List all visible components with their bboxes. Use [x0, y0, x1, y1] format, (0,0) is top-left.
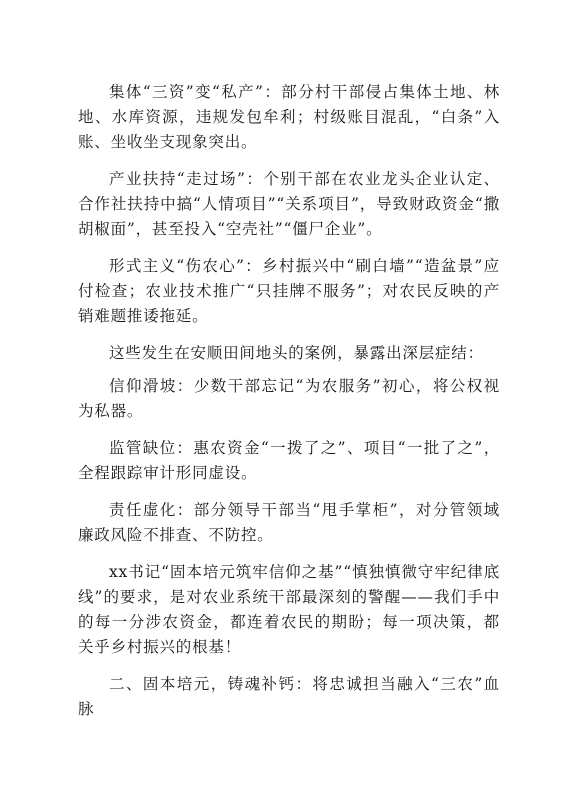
- section-heading-two: 二、固本培元，铸魂补钙：将忠诚担当融入“三农”血脉: [78, 675, 500, 718]
- paragraph-supervision-gap: 监管缺位：惠农资金“一拨了之”、项目“一批了之”，全程跟踪审计形同虚设。: [78, 439, 500, 482]
- paragraph-collective-assets: 集体“三资”变“私产”：部分村干部侵占集体土地、林地、水库资源，违规发包牟利；村级账目混乱，“白条”入账、坐收坐支现象突出。: [78, 83, 500, 151]
- paragraph-responsibility-vague: 责任虚化：部分领导干部当“甩手掌柜”，对分管领域廉政风险不排查、不防控。: [78, 501, 500, 544]
- paragraph-formalism: 形式主义“伤农心”：乡村振兴中“刷白墙”“造盆景”应付检查；农业技术推广“只挂牌不服务”；对农民反映的产销难题推诿拖延。: [78, 257, 500, 325]
- paragraph-secretary-requirement: xx书记“固本培元筑牢信仰之基”“慎独慎微守牢纪律底线”的要求，是对农业系统干部最深刻的警醒——我们手中的每一分涉农资金，都连着农民的期盼；每一项决策，都关乎乡村振兴的根基！: [78, 563, 500, 656]
- paragraph-belief-decline: 信仰滑坡：少数干部忘记“为农服务”初心，将公权视为私器。: [78, 377, 500, 420]
- paragraph-industry-support: 产业扶持“走过场”：个别干部在农业龙头企业认定、合作社扶持中搞“人情项目”“关系项目”，导致财政资金“撒胡椒面”，甚至投入“空壳社”“僵尸企业”。: [78, 170, 500, 238]
- document-body: [78, 80, 500, 734]
- paragraph-root-causes-intro: 这些发生在安顺田间地头的案例，暴露出深层症结：: [109, 344, 484, 362]
